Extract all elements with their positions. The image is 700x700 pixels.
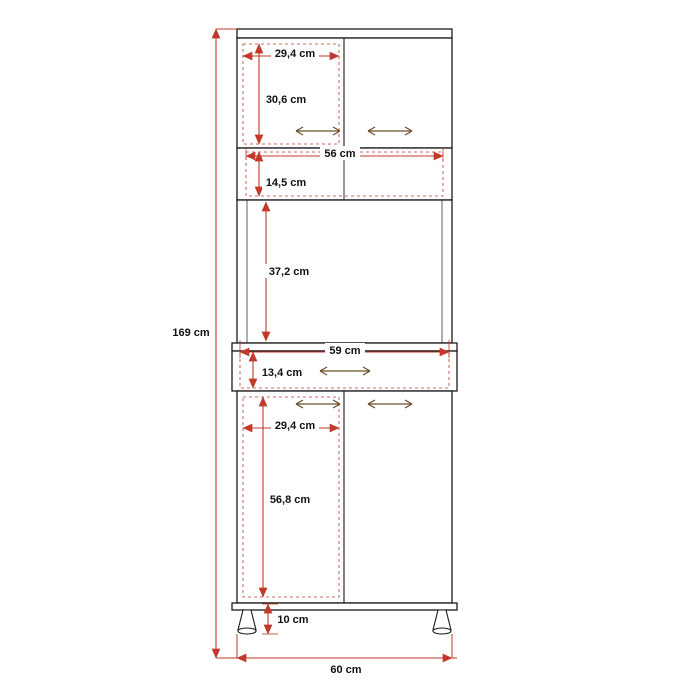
dim-label-main-niche-height: 37,2 cm (268, 266, 310, 278)
cabinet-top-cap (237, 29, 452, 38)
dim-label-legs-height: 10 cm (277, 614, 309, 626)
dim-label-overall-height: 169 cm (172, 327, 210, 339)
dim-label-top-doors-width: 29,4 cm (274, 48, 316, 60)
dim-label-top-doors-height: 30,6 cm (265, 94, 307, 106)
dim-label-upper-niche-height: 14,5 cm (265, 177, 307, 189)
dim-label-bottom-doors-height: 56,8 cm (269, 494, 311, 506)
dim-label-bottom-doors-width: 29,4 cm (274, 420, 316, 432)
dim-label-overall-width: 60 cm (330, 664, 362, 676)
dim-label-drawer-height: 13,4 cm (261, 367, 303, 379)
dim-label-drawer-width: 59 cm (329, 345, 361, 357)
dim-label-shelf-width: 56 cm (324, 148, 356, 160)
